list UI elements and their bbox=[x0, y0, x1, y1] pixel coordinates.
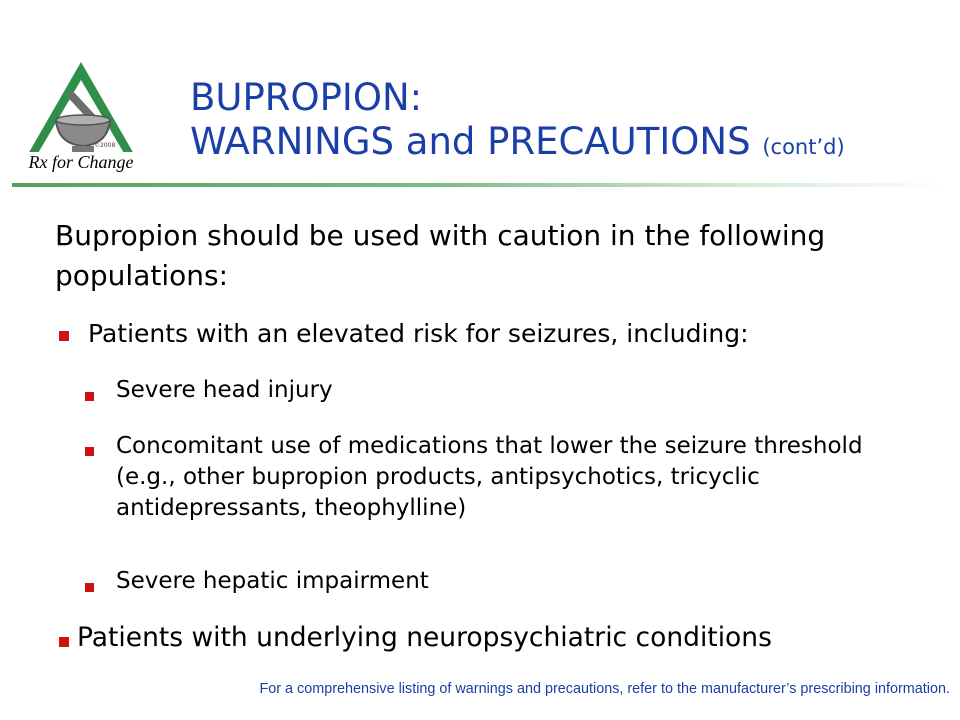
bullet-item: Patients with an elevated risk for seizures, including: bbox=[88, 319, 749, 348]
bullet-marker bbox=[59, 637, 69, 647]
logo-text bbox=[14, 152, 148, 173]
sub-bullet-marker bbox=[85, 447, 94, 456]
title-main: WARNINGS and PRECAUTIONS bbox=[190, 120, 751, 163]
sub-bullet-marker bbox=[85, 392, 94, 401]
title-line-1: BUPROPION: bbox=[190, 76, 423, 119]
logo-copyright: ©2008 bbox=[94, 142, 116, 149]
sub-bullet-item: Severe head injury bbox=[116, 377, 333, 403]
rx-for-change-logo bbox=[14, 58, 148, 180]
logo-text-label: Rx for Change bbox=[28, 152, 134, 172]
intro-text: Bupropion should be used with caution in the following populations: bbox=[55, 219, 826, 292]
footer-note: For a comprehensive listing of warnings and precautions, refer to the manufacturer’s prescribing information. bbox=[259, 681, 950, 697]
title-divider bbox=[12, 183, 946, 187]
bullet-item: Patients with underlying neuropsychiatric conditions bbox=[77, 622, 772, 653]
sub-bullet-marker bbox=[85, 583, 94, 592]
title-suffix: (cont’d) bbox=[762, 135, 845, 159]
bullet-marker bbox=[59, 331, 69, 341]
title-line-2 bbox=[190, 120, 845, 169]
sub-bullet-item: Concomitant use of medications that lower the seizure threshold (e.g., other bupropion products, antipsychotics, tricyclic antidepressants, theophylline) bbox=[116, 433, 863, 521]
slide-title bbox=[190, 76, 845, 169]
sub-bullet-item: Severe hepatic impairment bbox=[116, 568, 429, 594]
